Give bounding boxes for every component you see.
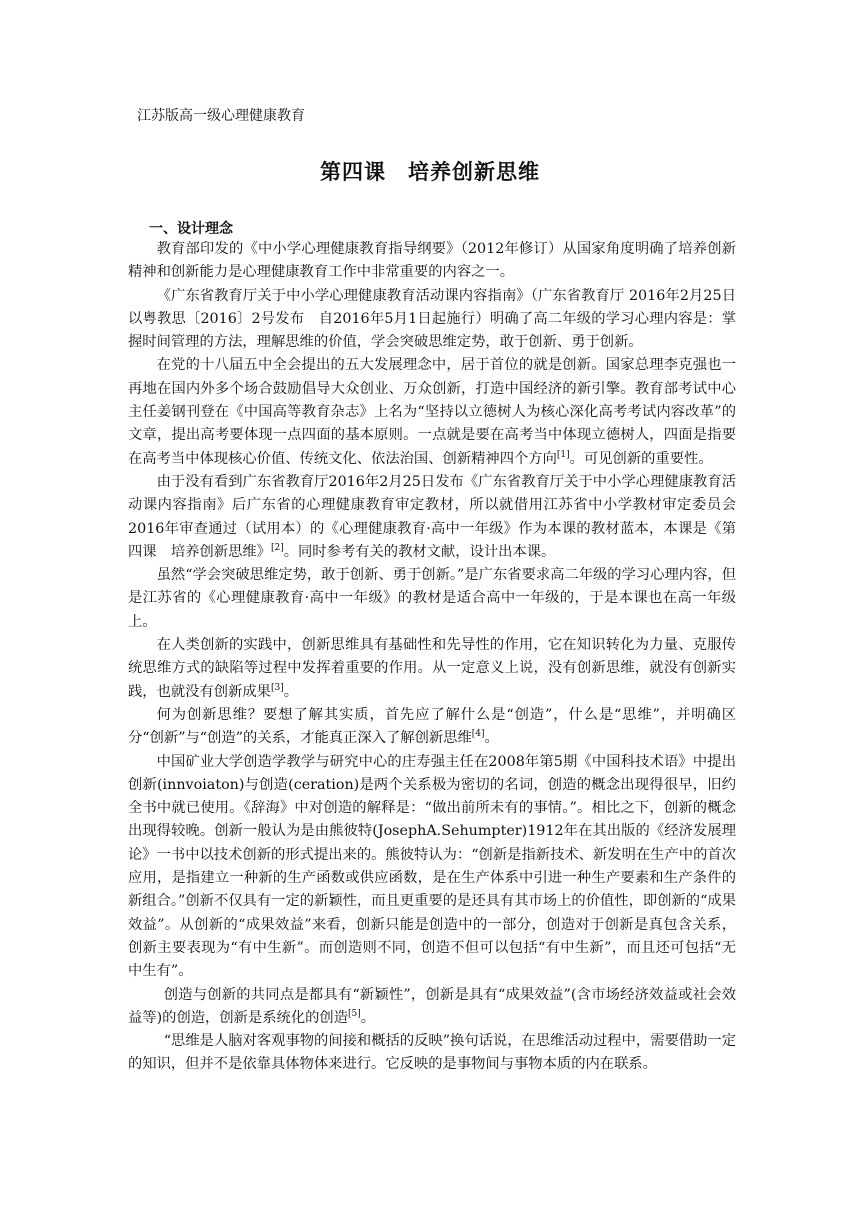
- paragraph: 创造与创新的共同点是都具有“新颖性”，创新是具有“成果效益”(含市场经济效益或社会效益等)的创造，创新是系统化的创造[5]。: [128, 986, 736, 1026]
- paragraph: 在党的十八届五中全会提出的五大发展理念中，居于首位的就是创新。国家总理李克强也一再地在国内外多个场合鼓励倡导大众创业、万众创新，打造中国经济的新引擎。教育部考试中心主任姜钢刊登在《中国高等教育杂志》上名为“坚持以立德树人为核心深化高考考试内容改革”的文章，提出高考要体现一点四面的基本原则。一点就是要在高考当中体现立德树人，四面是指要在高考当中体现核心价值、传统文化、依法治国、创新精神四个方向[1]。可见创新的重要性。: [128, 357, 736, 467]
- citation: [5]: [348, 1008, 361, 1019]
- body-text: [128, 238, 736, 1077]
- paragraph: 《广东省教育厅关于中小学心理健康教育活动课内容指南》（广东省教育厅 2016年2月25日以粤教思〔2016〕2号发布 自2016年5月1日起施行）明确了高二年级的学习心理内容是：掌握时间管理的方法，理解思维的价值，学会突破思维定势，敢于创新、勇于创新。: [128, 287, 736, 351]
- section-heading: 一、设计理念: [149, 221, 233, 237]
- citation: [2]: [270, 542, 284, 553]
- paragraph: 由于没有看到广东省教育厅2016年2月25日发布《广东省教育厅关于中小学心理健康教育活动课内容指南》后广东省的心理健康教育审定教材，所以就借用江苏省中小学教材审定委员会2016年审查通过（试用本）的《心理健康教育·高中一年级》作为本课的教材蓝本，本课是《第四课 培养创新思维》[2]。同时参考有关的教材文献，设计出本课。: [128, 473, 736, 560]
- paragraph: 何为创新思维？要想了解其实质，首先应了解什么是“创造”，什么是“思维”，并明确区分“创新”与“创造”的关系，才能真正深入了解创新思维[4]。: [128, 706, 736, 747]
- paragraph: “思维是人脑对客观事物的间接和概括的反映”换句话说，在思维活动过程中，需要借助一定的知识，但并不是依靠具体物体来进行。它反映的是事物间与事物本质的内在联系。: [128, 1033, 736, 1073]
- running-header: 江苏版高一级心理健康教育: [137, 108, 305, 124]
- paragraph: 在人类创新的实践中，创新思维具有基础性和先导性的作用，它在知识转化为力量、克服传统思维方式的缺陷等过程中发挥着重要的作用。从一定意义上说，没有创新思维，就没有创新实践，也就没有创新成果[3]。: [128, 637, 736, 700]
- citation: [3]: [270, 682, 284, 693]
- page-title: 第四课 培养创新思维: [320, 159, 540, 184]
- citation: [1]: [556, 449, 570, 460]
- paragraph: 教育部印发的《中小学心理健康教育指导纲要》（2012年修订）从国家角度明确了培养创新精神和创新能力是心理健康教育工作中非常重要的内容之一。: [128, 241, 736, 281]
- citation: [4]: [471, 729, 485, 740]
- paragraph: 中国矿业大学创造学教学与研究中心的庄寿强主任在2008年第5期《中国科技术语》中提出创新(innvoiaton)与创造(ceration)是两个关系极为密切的名词，创造的概念出现得很早，旧约全书中就已使用。《辞海》中对创造的解释是：“做出前所未有的事情。”。相比之下，创新的概念出现得较晚。创新一般认为是由熊彼特(JosephA.Sehumpter)1912年在其出版的《经济发展理论》一书中以技术创新的形式提出来的。熊彼特认为：“创新是指新技术、新发明在生产中的首次应用，是指建立一种新的生产函数或供应函数，是在生产体系中引进一种生产要素和生产条件的新组合。”创新不仅具有一定的新颖性，而且更重要的是还具有其市场上的价值性，即创新的“成果效益”。从创新的“成果效益”来看，创新只能是创造中的一部分，创造对于创新是真包含关系，创新主要表现为“有中生新”。而创造则不同，创造不但可以包括“有中生新”，而且还可包括“无中生有”。: [128, 753, 736, 980]
- paragraph: 虽然“学会突破思维定势，敢于创新、勇于创新。”是广东省要求高二年级的学习心理内容，但是江苏省的《心理健康教育·高中一年级》的教材是适合高中一年级的，于是本课也在高一年级上。: [128, 567, 736, 630]
